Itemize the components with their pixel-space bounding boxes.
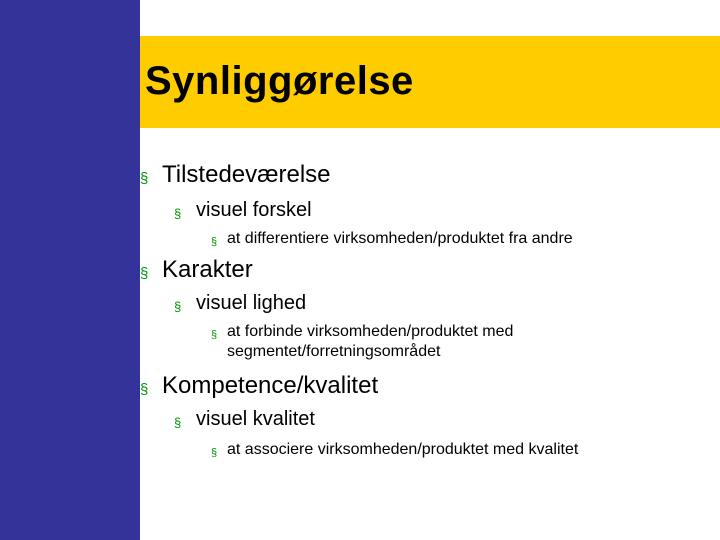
- bullet-level2-label: visuel lighed: [196, 292, 307, 314]
- bullet-level3-associere: [211, 440, 578, 463]
- bullet-marker-icon: §: [174, 206, 182, 221]
- bullet-marker-icon: §: [140, 381, 149, 398]
- bullet-marker-icon: §: [174, 299, 182, 314]
- bullet-level3-line: at associere virksomheden/produktet med kvalitet: [227, 441, 579, 458]
- bullet-level2-label: visuel forskel: [196, 199, 312, 221]
- left-accent-bar: [0, 0, 140, 540]
- bullet-marker-icon: §: [211, 329, 218, 341]
- bullet-level2-visuel-forskel: [174, 197, 312, 227]
- bullet-level2-label: visuel kvalitet: [196, 408, 315, 430]
- bullet-level3-line: at differentiere virksomheden/produktet fra andre: [227, 230, 573, 247]
- bullet-level2-visuel-kvalitet: [174, 406, 315, 436]
- slide-title: Synliggørelse: [145, 59, 414, 103]
- bullet-level3-line: segmentet/forretningsområdet: [227, 343, 441, 360]
- bullet-marker-icon: §: [174, 415, 182, 430]
- bullet-marker-icon: §: [140, 170, 149, 187]
- bullet-level1-label: Tilstedeværelse: [162, 161, 331, 188]
- bullet-level1-label: Karakter: [162, 256, 253, 283]
- bullet-marker-icon: §: [211, 236, 218, 248]
- bullet-marker-icon: §: [140, 265, 149, 282]
- bullet-level3-forbinde: [211, 322, 513, 362]
- bullet-level3-line: at forbinde virksomheden/produktet med: [227, 323, 514, 340]
- bullet-marker-icon: §: [211, 447, 218, 459]
- bullet-level2-visuel-lighed: [174, 290, 306, 320]
- bullet-level1-tilstedevaerelse: [140, 160, 331, 194]
- bullet-level3-differentiere: [211, 229, 573, 252]
- bullet-level1-karakter: [140, 255, 253, 289]
- bullet-level1-kompetence: [140, 371, 378, 405]
- bullet-level1-label: Kompetence/kvalitet: [162, 372, 379, 399]
